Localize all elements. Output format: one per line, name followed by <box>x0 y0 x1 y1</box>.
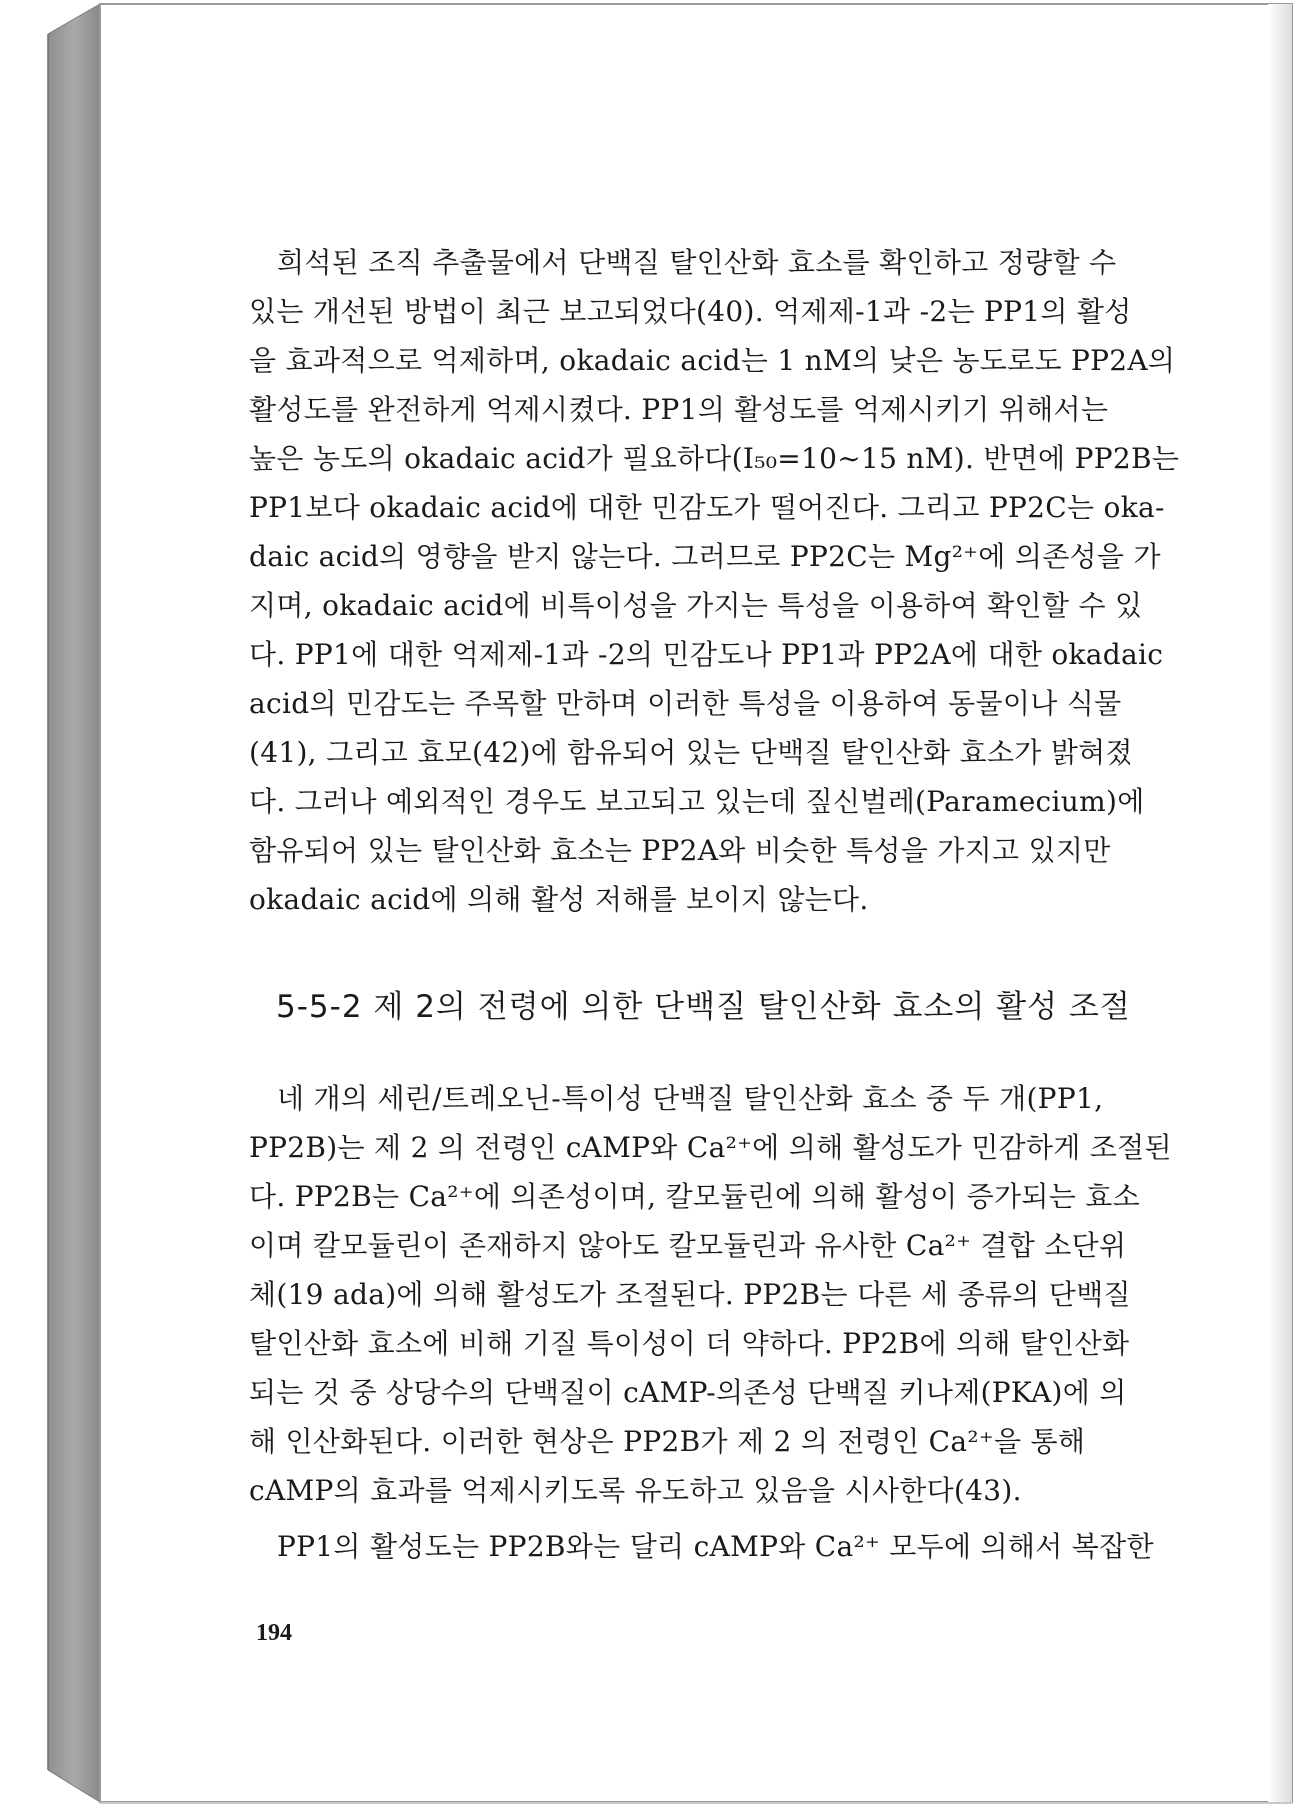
text-line: 높은 농도의 okadaic acid가 필요하다(I₅₀=10∼15 nM). 반면에 PP2B는 <box>249 442 1180 475</box>
text-line: 활성도를 완전하게 억제시켰다. PP1의 활성도를 억제시키기 위해서는 <box>249 393 1109 426</box>
text-line: 다. PP1에 대한 억제제-1과 -2의 민감도나 PP1과 PP2A에 대한 okadaic <box>249 638 1164 671</box>
text-line: 탈인산화 효소에 비해 기질 특이성이 더 약하다. PP2B에 의해 탈인산화 <box>249 1327 1130 1360</box>
text-line: PP2B)는 제 2 의 전령인 cAMP와 Ca²⁺에 의해 활성도가 민감하게 조절된 <box>249 1131 1172 1164</box>
text-line: 체(19 ada)에 의해 활성도가 조절된다. PP2B는 다른 세 종류의 단백질 <box>249 1278 1131 1311</box>
body-paragraph-1 <box>249 238 1249 924</box>
section-heading: 5-5-2 제 2의 전령에 의한 단백질 탈인산화 효소의 활성 조절 <box>276 989 1131 1025</box>
text-line: daic acid의 영향을 받지 않는다. 그러므로 PP2C는 Mg²⁺에 의존성을 가 <box>249 540 1161 573</box>
text-line: 다. PP2B는 Ca²⁺에 의존성이며, 칼모듈린에 의해 활성이 증가되는 효소 <box>249 1180 1140 1213</box>
text-line: 이며 칼모듈린이 존재하지 않아도 칼모듈린과 유사한 Ca²⁺ 결합 소단위 <box>249 1229 1127 1262</box>
text-line: 있는 개선된 방법이 최근 보고되었다(40). 억제제-1과 -2는 PP1의 활성 <box>249 295 1132 328</box>
text-line: 희석된 조직 추출물에서 단백질 탈인산화 효소를 확인하고 정량할 수 <box>277 246 1117 279</box>
body-paragraph-3 <box>249 1522 1249 1571</box>
text-line: 다. 그러나 예외적인 경우도 보고되고 있는데 짚신벌레(Paramecium)에 <box>249 785 1145 818</box>
text-line: cAMP의 효과를 억제시키도록 유도하고 있음을 시사한다(43). <box>249 1474 1022 1507</box>
text-line: 해 인산화된다. 이러한 현상은 PP2B가 제 2 의 전령인 Ca²⁺을 통해 <box>249 1425 1086 1458</box>
text-line: 네 개의 세린/트레오닌-특이성 단백질 탈인산화 효소 중 두 개(PP1, <box>277 1082 1104 1115</box>
text-line: 함유되어 있는 탈인산화 효소는 PP2A와 비슷한 특성을 가지고 있지만 <box>249 834 1111 867</box>
text-line: (41), 그리고 효모(42)에 함유되어 있는 단백질 탈인산화 효소가 밝혀졌 <box>249 736 1133 769</box>
text-line: acid의 민감도는 주목할 만하며 이러한 특성을 이용하여 동물이나 식물 <box>249 687 1122 720</box>
page-number: 194 <box>256 1620 292 1646</box>
text-line: okadaic acid에 의해 활성 저해를 보이지 않는다. <box>249 883 869 916</box>
text-line: 되는 것 중 상당수의 단백질이 cAMP-의존성 단백질 키나제(PKA)에 의 <box>249 1376 1127 1409</box>
book-page <box>100 6 1292 1802</box>
text-line: PP1보다 okadaic acid에 대한 민감도가 떨어진다. 그리고 PP2C는 oka- <box>249 491 1165 524</box>
text-line: PP1의 활성도는 PP2B와는 달리 cAMP와 Ca²⁺ 모두에 의해서 복잡한 <box>277 1530 1154 1563</box>
text-line: 지며, okadaic acid에 비특이성을 가지는 특성을 이용하여 확인할 수 있 <box>249 589 1143 622</box>
text-line: 을 효과적으로 억제하며, okadaic acid는 1 nM의 낮은 농도로도 PP2A의 <box>249 344 1176 377</box>
body-paragraph-2 <box>249 1074 1249 1515</box>
